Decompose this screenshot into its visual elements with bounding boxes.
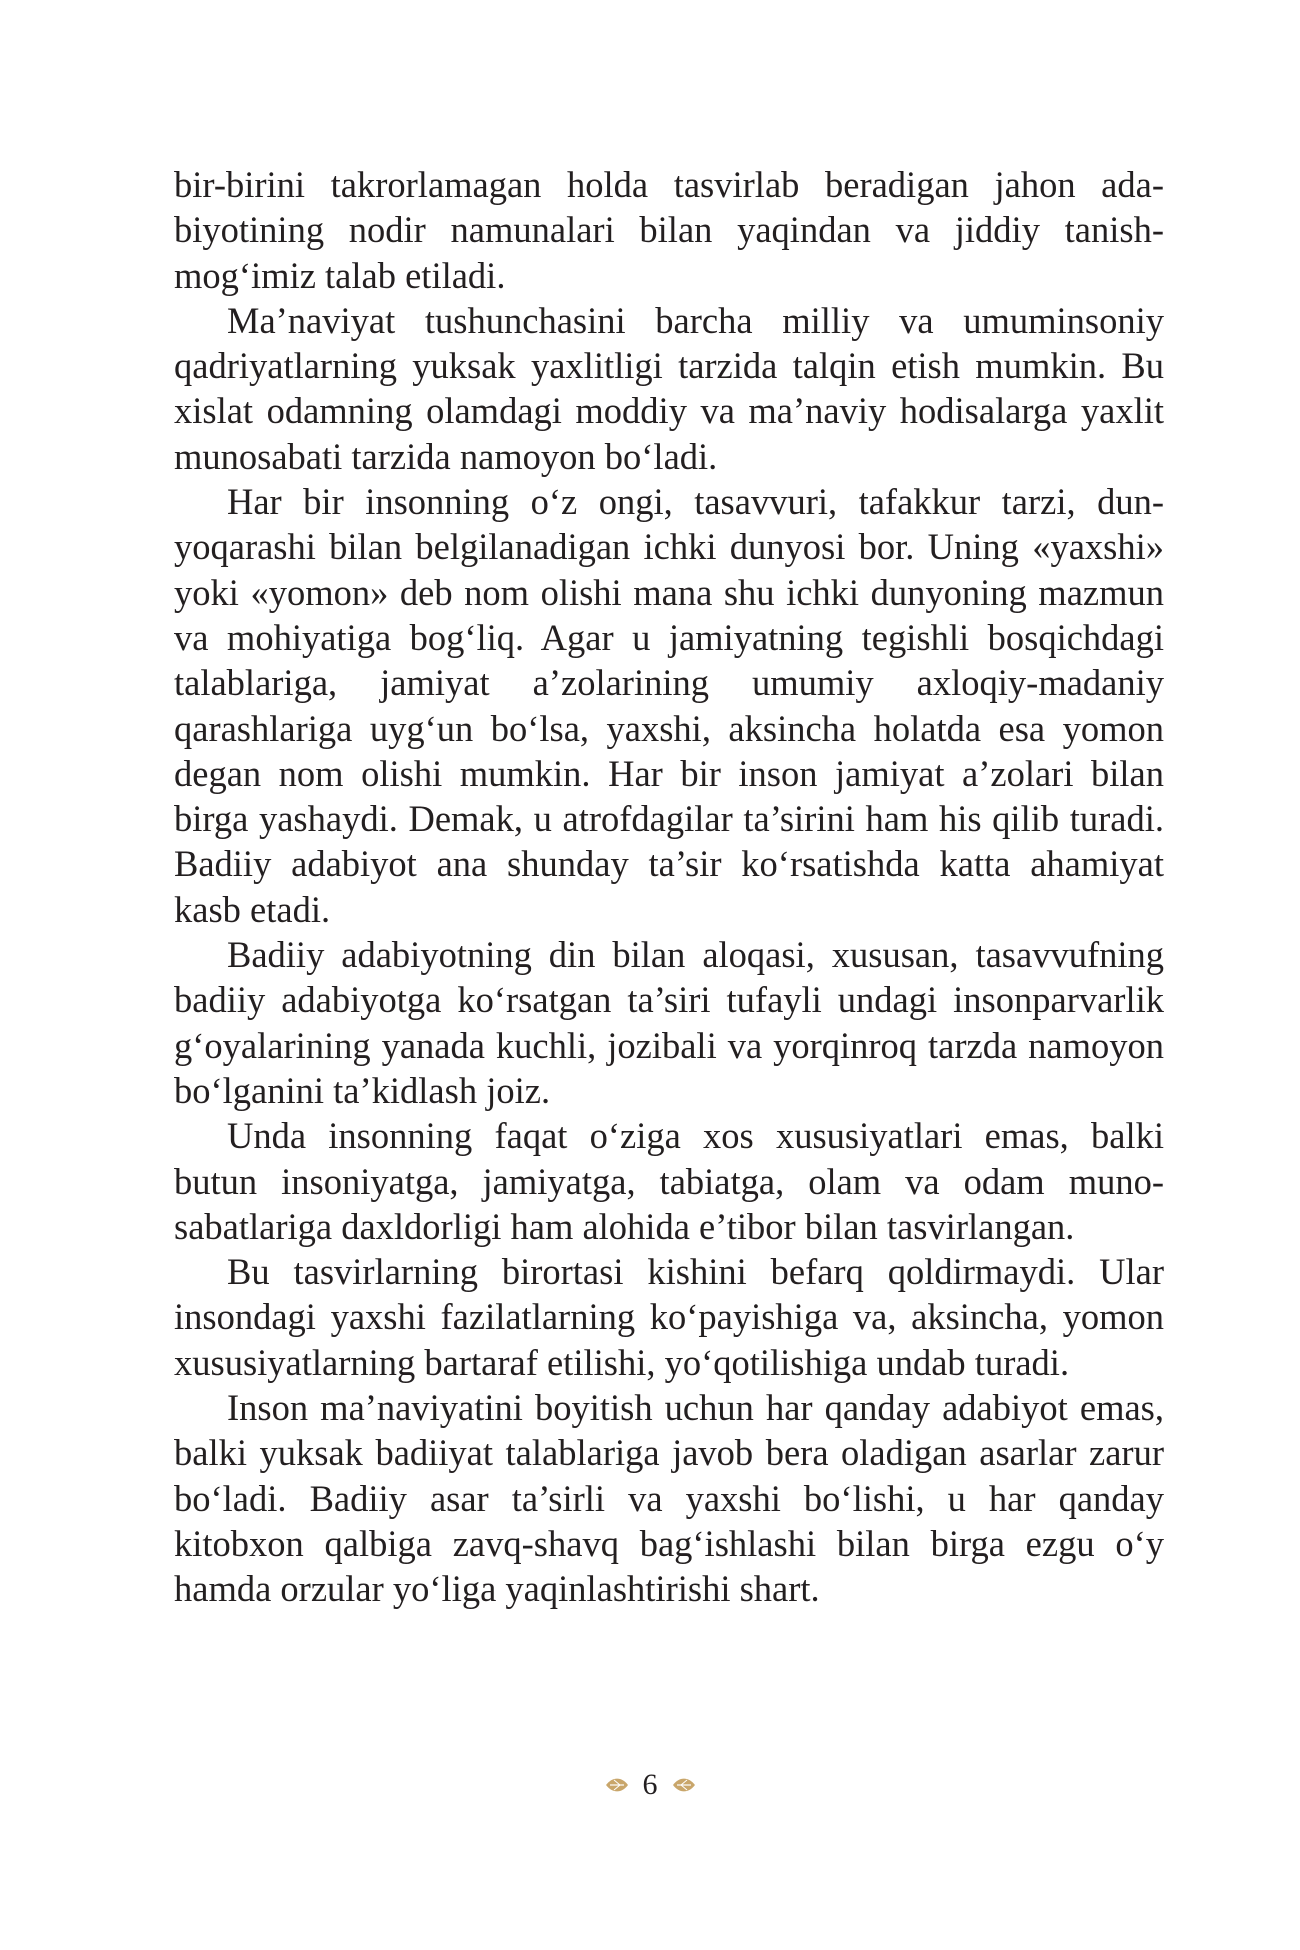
- paragraph-1: bir-birini takrorlamagan holda tasvirlab beradigan jahon adabiyotining nodir namunalari bilan yaqindan va jiddiy tanishmog‘imiz talab etiladi.: [174, 164, 1164, 296]
- paragraph-7: Inson ma’naviyatini boyitish uchun har qanday adabiyot emas, balki yuksak badiiyat talablariga javob bera oladigan asarlar zarur bo‘ladi. Badiiy asar ta’sirli va yaxshi bo‘lishi, u har qanday kitobxon qalbiga zavq-shavq bag‘ishlashi bilan birga ezgu o‘y hamda orzular yo‘liga yaqinlashtirishi shart.: [174, 1387, 1164, 1610]
- leaf-ornament-left-icon: [605, 1775, 629, 1795]
- paragraph-2: Ma’naviyat tushunchasini barcha milliy va umuminsoniy qadriyatlarning yuksak yaxlitligi tarzida talqin etish mumkin. Bu xislat odamning olamdagi moddiy va ma’naviy hodisalarga yaxlit munosabati tarzida namoyon bo‘ladi.: [174, 299, 1164, 477]
- paragraph-3: Har bir insonning o‘z ongi, tasavvuri, tafakkur tarzi, dunyoqarashi bilan belgilanadigan ichki dunyosi bor. Uning «yaxshi» yoki «yomon» deb nom olishi mana shu ichki dunyoning mazmun va mohiyatiga bog‘liq. Agar u jamiyatning tegishli bosqichdagi talablariga, jamiyat a’zolarining umumiy axloqiy-madaniy qarashlariga uyg‘un bo‘lsa, yaxshi, aksincha holatda esa yomon degan nom olishi mumkin. Har bir inson jamiyat a’zolari bilan birga yashaydi. Demak, u atrofdagilar ta’sirini ham his qilib turadi. Badiiy adabiyot ana shunday ta’sir ko‘rsatishda katta ahamiyat kasb etadi.: [174, 481, 1164, 930]
- paragraph-6: Bu tasvirlarning birortasi kishini befarq qoldirmaydi. Ular insondagi yaxshi fazilatlarning ko‘payishiga va, aksincha, yomon xususiyatlarning bartaraf etilishi, yo‘qotilishiga undab turadi.: [174, 1251, 1164, 1383]
- page-number: 6: [642, 1768, 658, 1801]
- page-body: [174, 162, 1164, 1612]
- paragraph-4: Badiiy adabiyotning din bilan aloqasi, xususan, tasavvufning badiiy adabiyotga ko‘rsatgan ta’siri tufayli undagi insonparvarlik g‘oyalarining yanada kuchli, jozibali va yorqinroq tarzda namoyon bo‘lganini ta’kidlash joiz.: [174, 934, 1164, 1111]
- leaf-ornament-right-icon: [672, 1775, 696, 1795]
- paragraph-5: Unda insonning faqat o‘ziga xos xususiyatlari emas, balki butun insoniyatga, jamiyatga, tabiatga, olam va odam munosabatlariga daxldorligi ham alohida e’tibor bilan tasvirlangan.: [174, 1115, 1164, 1247]
- page-footer: [0, 1768, 1300, 1802]
